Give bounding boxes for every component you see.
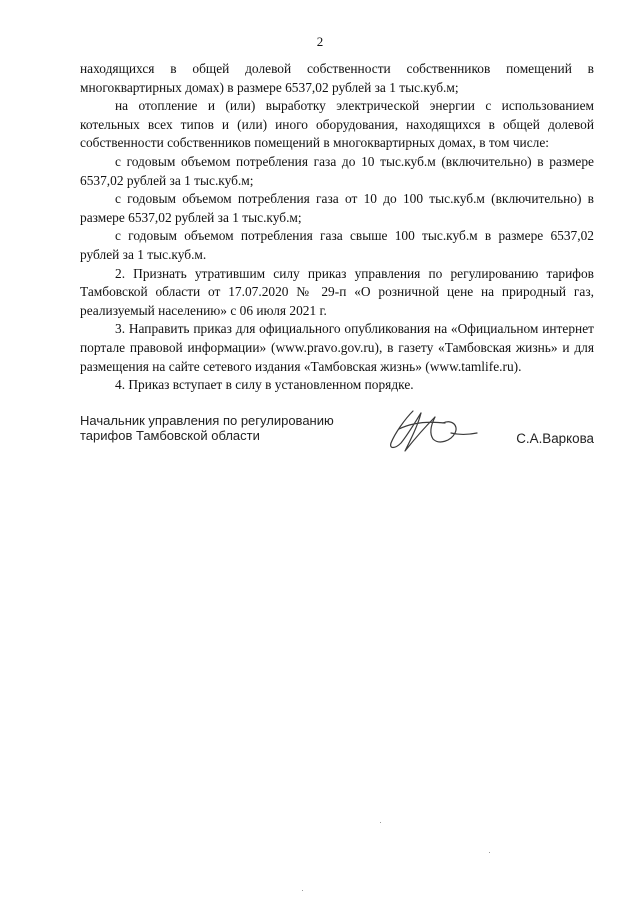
paragraph: на отопление и (или) выработку электрической энергии с использованием котельных всех типов и (или) иного оборудования, находящихся в общей долевой собственности собственников помещений в многоквартирных домах, в том числе: xyxy=(80,98,594,151)
document-body xyxy=(80,60,594,395)
signer-title-line: Начальник управления по регулированию xyxy=(80,413,334,428)
paragraph: находящихся в общей долевой собственности собственников помещений в многоквартирных домах) в размере 6537,02 рублей за 1 тыс.куб.м; xyxy=(80,61,594,95)
signer-name: С.А.Варкова xyxy=(516,431,594,446)
page-number: 2 xyxy=(316,34,324,49)
scan-speck xyxy=(489,852,490,853)
handwritten-signature xyxy=(385,399,495,459)
paragraph: с годовым объемом потребления газа свыше 100 тыс.куб.м в размере 6537,02 рублей за 1 тыс.куб.м. xyxy=(80,228,594,262)
paragraph: 2. Признать утратившим силу приказ управления по регулированию тарифов Тамбовской области от 17.07.2020 № 29-п «О розничной цене на природный газ, реализуемый населению» с 06 июля 2021 г. xyxy=(80,265,594,318)
signer-title xyxy=(80,413,334,443)
signer-title-line: тарифов Тамбовской области xyxy=(80,428,260,443)
paragraph: 3. Направить приказ для официального опубликования на «Официальном интернет портале правовой информации» (www.pravo.gov.ru), в газету «Тамбовская жизнь» и для размещения на сайте сетевого издания «Тамбовская жизнь» (www.tamlife.ru). xyxy=(80,321,594,374)
signature-block xyxy=(80,413,594,473)
scan-speck xyxy=(302,890,303,891)
paragraph: с годовым объемом потребления газа до 10 тыс.куб.м (включительно) в размере 6537,02 рублей за 1 тыс.куб.м; xyxy=(80,153,594,188)
paragraph: с годовым объемом потребления газа от 10 до 100 тыс.куб.м (включительно) в размере 6537,02 рублей за 1 тыс.куб.м; xyxy=(80,191,594,225)
paragraph: 4. Приказ вступает в силу в установленном порядке. xyxy=(115,377,414,393)
scan-speck xyxy=(380,822,381,823)
